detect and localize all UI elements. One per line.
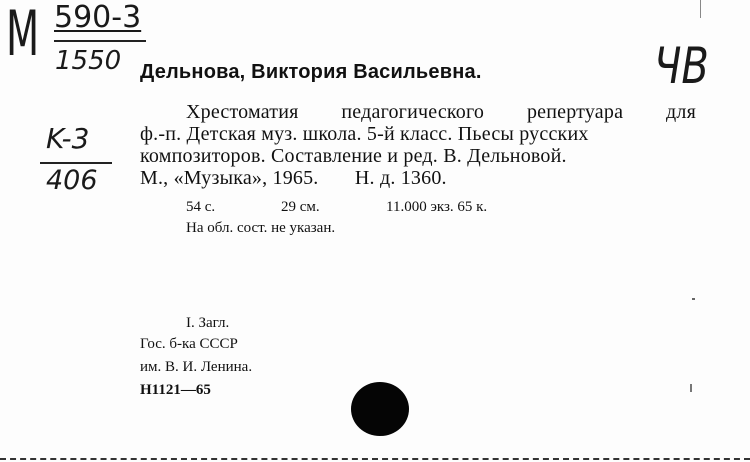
copies-price: 11.000 экз. 65 к. bbox=[386, 199, 488, 215]
edge-mark bbox=[700, 0, 701, 18]
description-line-4: М., «Музыка», 1965. Н. д. 1360. bbox=[140, 167, 447, 189]
size: 29 см. bbox=[281, 199, 320, 215]
call-number-top: 590-3 bbox=[54, 0, 142, 35]
description-line-2: ф.-п. Детская муз. школа. 5-й класс. Пьесы русских bbox=[140, 123, 589, 145]
call-letter: M bbox=[6, 0, 40, 70]
tracing-heading: I. Загл. bbox=[186, 315, 230, 331]
call-number-bottom: 1550 bbox=[55, 46, 122, 76]
speck bbox=[692, 298, 695, 300]
shelf-mark-top: K-3 bbox=[46, 122, 90, 155]
punch-hole bbox=[351, 382, 409, 436]
shelf-mark-divider bbox=[40, 162, 112, 164]
compiler-note: На обл. сост. не указан. bbox=[186, 220, 336, 236]
handwritten-initials: ЧВ bbox=[654, 37, 709, 95]
library-name-2: им. В. И. Ленина. bbox=[140, 359, 253, 375]
description-line-3: композиторов. Составление и ред. В. Дельновой. bbox=[140, 145, 567, 167]
card-code: Н1121—65 bbox=[140, 382, 211, 398]
library-name-1: Гос. б-ка СССР bbox=[140, 336, 238, 352]
card-bottom-border bbox=[0, 458, 750, 460]
pages-count: 54 с. bbox=[186, 199, 216, 215]
shelf-mark-bottom: 406 bbox=[46, 165, 98, 196]
description-line-1: Хрестоматия педагогического репертуара для bbox=[186, 101, 696, 123]
speck bbox=[690, 384, 692, 392]
call-number-divider bbox=[54, 40, 146, 42]
author-heading: Дельнова, Виктория Васильевна. bbox=[140, 61, 482, 83]
